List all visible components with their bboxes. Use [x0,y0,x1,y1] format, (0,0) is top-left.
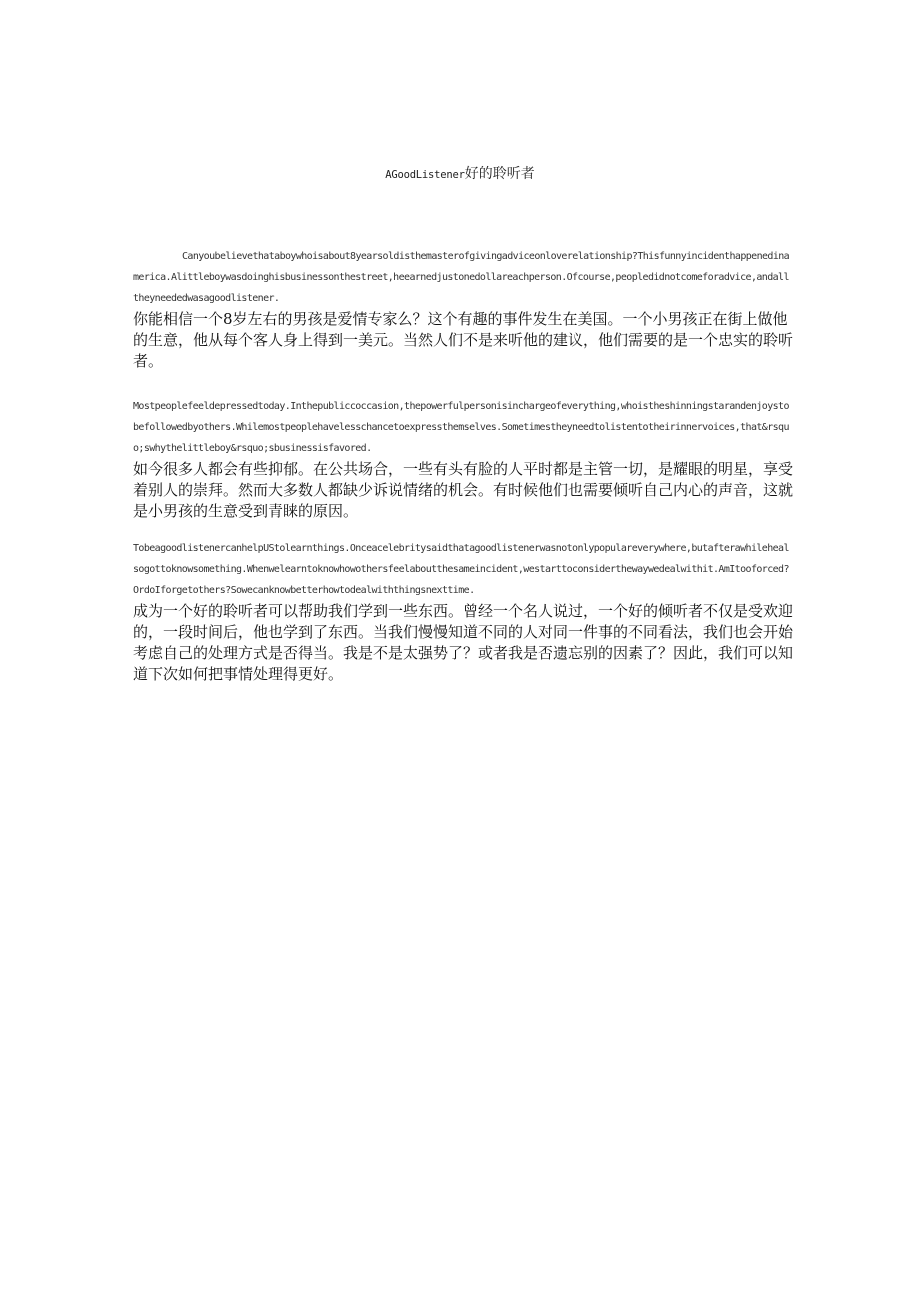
paragraph-chinese-1: 你能相信一个8岁左右的男孩是爱情专家么？这个有趣的事件发生在美国。一个小男孩正在街上做他的生意，他从每个客人身上得到一美元。当然人们不是来听他的建议，他们需要的是一个忠实的聆听者。 [133,310,794,370]
title-english: AGoodListener [385,169,465,181]
paragraph-block-1 [133,246,793,372]
paragraph-block-2 [133,396,793,522]
paragraph-english-2: Mostpeoplefeeldepressedtoday.Inthepubliccoccasion,thepowerfulpersonisinchargeofeverything,whoistheshinningstarandenjoystobefollowedbyothers.Whilemostpeoplehavelesschancetoexpressthemselves.Sometimestheyneedtolistentotheirinnervoices,that&rsquo;swhythelittleboy&rsquo;sbusinessisfavored. [133,401,789,454]
paragraph-chinese-2: 如今很多人都会有些抑郁。在公共场合，一些有头有脸的人平时都是主管一切，是耀眼的明星，享受着别人的崇拜。然而大多数人都缺少诉说情绪的机会。有时候他们也需要倾听自己内心的声音，这就是小男孩的生意受到青睐的原因。 [133,460,794,520]
paragraph-english-3: TobeagoodlistenercanhelpUStolearnthings.Onceacelebritysaidthatagoodlistenerwasnotonlypopulareverywhere,butafterawhilehealsogottoknowsomething.Whenwelearntoknowhowothersfeelaboutthesameincident,westarttoconsiderthewaywedealwithit.AmItooforced?OrdoIforgetothers?Sowecanknowbetterhowtodealwiththingsnexttime. [133,543,789,596]
title-chinese: 好的聆听者 [464,166,535,182]
document-title [0,163,920,186]
paragraph-english-1: Canyoubelievethataboywhoisabout8yearsoldisthemasterofgivingadviceonloverelationship?Thisfunnyincidenthappenedinamerica.Alittleboywasdoinghisbusinessonthestreet,heearnedjustonedollareachperson.Ofcourse,peopledidnotcomeforadvice,andalltheyneededwasagoodlistener. [133,251,790,304]
paragraph-block-3 [133,538,793,685]
paragraph-chinese-3: 成为一个好的聆听者可以帮助我们学到一些东西。曾经一个名人说过，一个好的倾听者不仅是受欢迎的，一段时间后，他也学到了东西。当我们慢慢知道不同的人对同一件事的不同看法，我们也会开始考虑自己的处理方式是否得当。我是不是太强势了？或者我是否遗忘别的因素了？因此，我们可以知道下次如何把事情处理得更好。 [133,602,794,683]
